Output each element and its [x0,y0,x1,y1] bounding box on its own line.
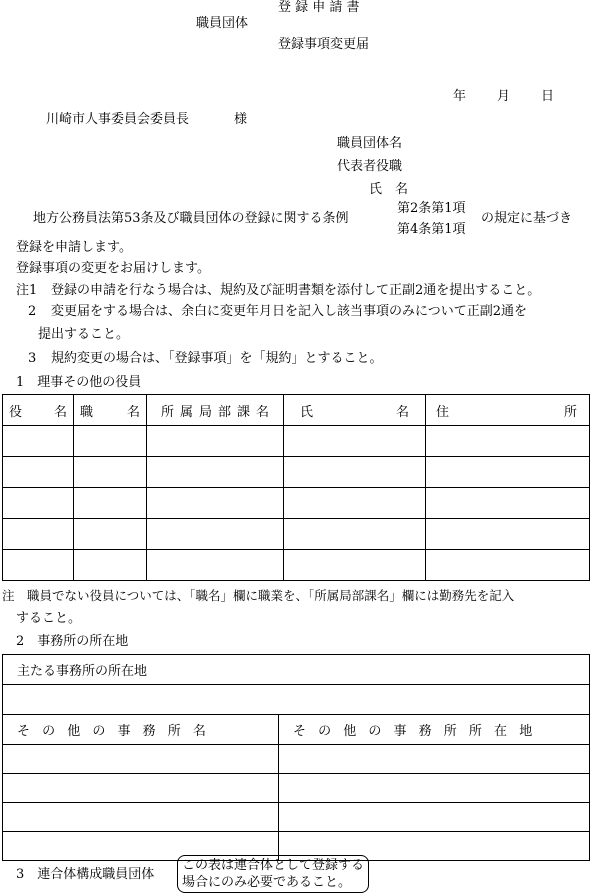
section-1-title: 1 理事その他の役員 [16,375,142,390]
table-cell[interactable] [426,426,590,457]
col-header-department-label: 所属局部課名 [161,404,276,420]
table-cell[interactable] [74,519,147,550]
col-header-address [426,395,590,426]
col-header-name [284,395,426,426]
officers-note-line1: 注 職員でない役員については、「職名」欄に職業を、「所属局部課名」欄には勤務先を記入 [2,588,515,603]
table-row [3,745,590,774]
officers-table [2,394,590,581]
article-2-1: 第2条第1項 [397,201,466,216]
table-cell[interactable] [279,774,590,803]
table-row [3,519,590,550]
col-header-department [147,395,284,426]
table-row [3,803,590,832]
article-4-1: 第4条第1項 [397,222,466,237]
note-1-prefix: 注1 [16,283,38,298]
other-office-location-header [279,715,590,745]
table-cell[interactable] [147,488,284,519]
table-cell[interactable] [3,519,74,550]
addressee-honorific: 様 [234,112,248,127]
note-3-text: 規約変更の場合は、「登録事項」を「規約」とすること。 [51,351,383,366]
federation-note-line2: 場合にのみ必要であること。 [182,875,352,890]
federation-note-line1: この表は連合体として登録する [182,858,365,873]
table-cell[interactable] [279,745,590,774]
table-row [3,774,590,803]
addressee-name: 川崎市人事委員会委員長 [46,112,190,127]
table-cell[interactable] [147,426,284,457]
table-row [3,550,590,581]
table-row [3,488,590,519]
table-cell[interactable] [3,457,74,488]
col-header-position-b: 名 [53,404,67,420]
org-name-label: 職員団体名 [337,136,403,151]
col-header-name-a: 氏 [300,404,314,420]
application-request-text: 登録を申請します。 [16,240,132,255]
table-cell[interactable] [284,457,426,488]
table-cell[interactable] [284,519,426,550]
legal-basis-suffix: の規定に基づき [481,211,573,226]
table-row [3,457,590,488]
section-3-title: 3 連合体構成職員団体 [16,867,155,882]
table-cell[interactable] [74,488,147,519]
change-notification-text: 登録事項の変更をお届けします。 [16,261,210,276]
main-office-value-cell[interactable] [3,685,590,715]
note-1-text: 登録の申請を行なう場合は、規約及び証明書類を添付して正副2通を提出すること。 [51,283,541,298]
date-day-label: 日 [541,89,555,104]
main-office-label: 主たる事務所の所在地 [17,664,148,679]
table-cell[interactable] [74,457,147,488]
table-cell[interactable] [3,803,279,832]
table-cell[interactable] [3,550,74,581]
table-cell[interactable] [284,550,426,581]
col-header-address-b: 所 [563,404,577,420]
heading-org-type: 職員団体 [196,16,249,31]
table-cell[interactable] [426,519,590,550]
note-2-text-line2: 提出すること。 [38,327,130,342]
heading-application-title: 登 録 申 請 書 [278,0,360,15]
table-cell[interactable] [284,426,426,457]
table-row [3,426,590,457]
table-cell[interactable] [74,426,147,457]
other-offices-header [3,715,590,745]
table-cell[interactable] [426,488,590,519]
table-cell[interactable] [3,426,74,457]
representative-name-label: 氏 名 [369,182,409,197]
office-table [2,654,590,861]
note-2-text-line1: 変更届をする場合は、余白に変更年月日を記入し該当事項のみについて正副2通を [51,304,528,319]
note-3-prefix: 3 [28,351,37,366]
col-header-job-title [74,395,147,426]
table-cell[interactable] [426,457,590,488]
table-cell[interactable] [147,519,284,550]
col-header-position-a: 役 [9,404,23,420]
other-office-name-label: そ の 他 の 事 務 所 名 [17,724,206,739]
table-cell[interactable] [426,550,590,581]
federation-note-box [177,855,369,893]
table-cell[interactable] [147,550,284,581]
note-2-prefix: 2 [28,304,37,319]
col-header-job-title-a: 職 [80,404,94,420]
heading-change-title: 登録事項変更届 [278,37,370,52]
col-header-job-title-b: 名 [126,404,140,420]
legal-basis-text: 地方公務員法第53条及び職員団体の登録に関する条例 [33,211,349,226]
table-cell[interactable] [3,488,74,519]
date-year-label: 年 [453,89,467,104]
officers-note-line2: すること。 [16,611,82,626]
representative-title-label: 代表者役職 [337,159,403,174]
col-header-position [3,395,74,426]
main-office-label-cell [3,655,590,685]
officers-table-header [3,395,590,426]
col-header-name-b: 名 [395,404,409,420]
table-cell[interactable] [74,550,147,581]
table-cell[interactable] [3,774,279,803]
table-cell[interactable] [279,803,590,832]
main-office-label-row [3,655,590,685]
table-cell[interactable] [284,488,426,519]
section-2-title: 2 事務所の所在地 [16,634,129,649]
other-office-location-label: そ の 他 の 事 務 所 所 在 地 [293,724,533,739]
table-cell[interactable] [147,457,284,488]
other-office-name-header [3,715,279,745]
col-header-address-a: 住 [436,404,450,420]
date-month-label: 月 [497,89,511,104]
table-cell[interactable] [3,745,279,774]
main-office-value-row [3,685,590,715]
